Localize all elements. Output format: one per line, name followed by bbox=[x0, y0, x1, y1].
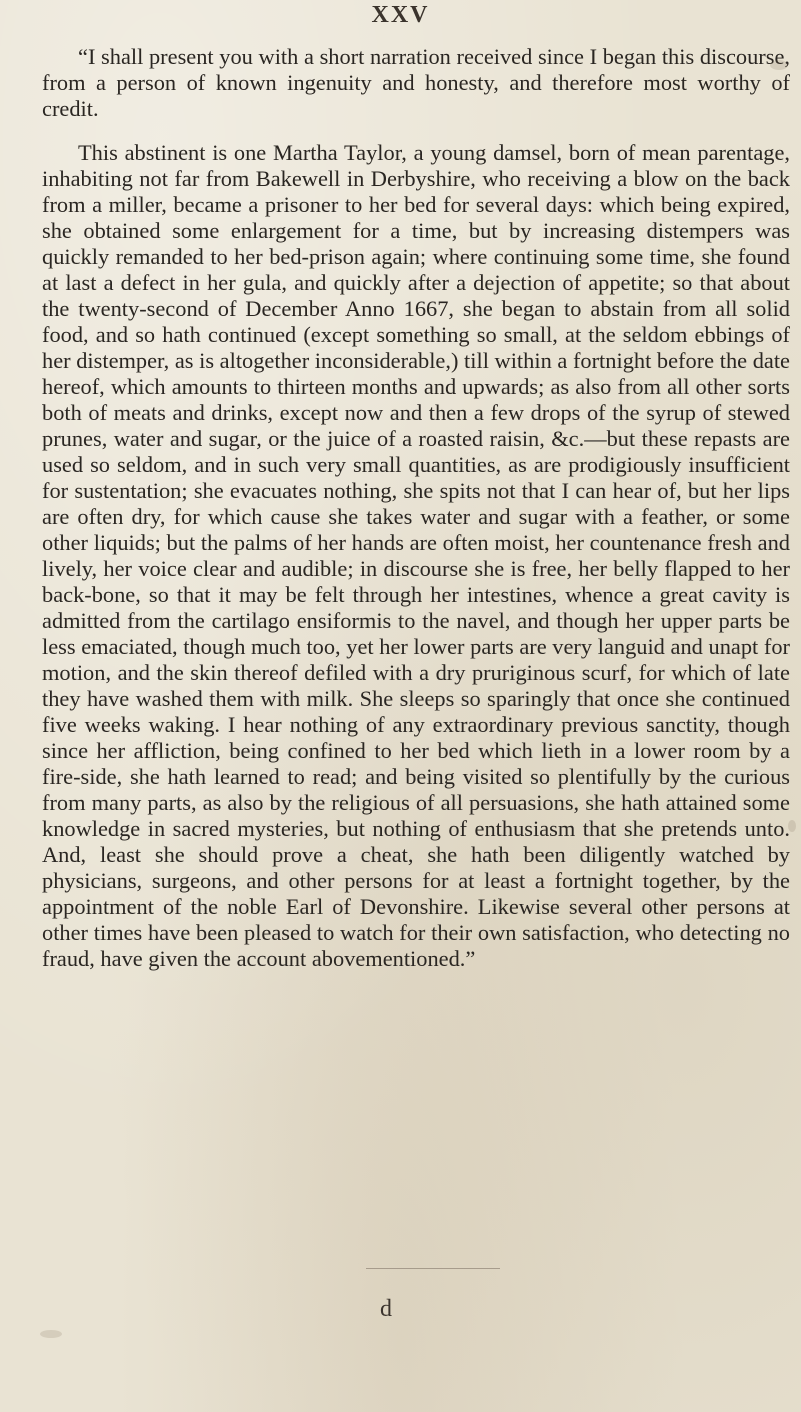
signature-mark: d bbox=[380, 1296, 392, 1322]
divider-rule bbox=[366, 1268, 500, 1269]
paper-stain bbox=[788, 820, 796, 832]
paragraph-intro: “I shall present you with a short narration received since I began this discourse, from a person of known ingenuity and honesty, and therefore most worthy of credit. bbox=[42, 44, 790, 121]
paper-stain bbox=[40, 1330, 62, 1338]
paragraph-narration: This abstinent is one Martha Taylor, a young damsel, born of mean parentage, inhabiting not far from Bakewell in Derbyshire, who receiving a blow on the back from a miller, became a prisoner to her bed for several days: which being expired, she obtained some enlargement for a time, but by increasing distempers was quickly remanded to her bed-prison again; where continuing some time, she found at last a defect in her gula, and quickly after a dejection of appetite; so that about the twenty-second of December Anno 1667, she began to abstain from all solid food, and so hath continued (except something so small, at the seldom ebbings of her distemper, as is altogether inconsiderable,) till within a fortnight before the date hereof, which amounts to thirteen months and upwards; as also from all other sorts both of meats and drinks, except now and then a few drops of the syrup of stewed prunes, water and sugar, or the juice of a roasted raisin, &c.—but these repasts are used so seldom, and in such very small quantities, as are prodigiously insufficient for sustentation; she evacuates nothing, she spits not that I can hear of, but her lips are often dry, for which cause she takes water and sugar with a feather, or some other liquids; but the palms of her hands are often moist, her countenance fresh and lively, her voice clear and audible; in discourse she is free, her belly flapped to her back-bone, so that it may be felt through her intestines, whence a great cavity is admitted from the cartilago ensiformis to the navel, and though her upper parts be less emaciated, though much too, yet her lower parts are very languid and unapt for motion, and the skin thereof defiled with a dry pruriginous scurf, for which of late they have washed them with milk. She sleeps so sparingly that once she continued five weeks waking. I hear nothing of any extraordinary previous sanctity, though since her affliction, being confined to her bed which lieth in a lower room by a fire-side, she hath learned to read; and being visited so plentifully by the curious from many parts, as also by the religious of all persuasions, she hath attained some knowledge in sacred mysteries, but nothing of enthusiasm that she pretends unto. And, least she should prove a cheat, she hath been diligently watched by physicians, surgeons, and other persons for at least a fortnight together, by the appointment of the noble Earl of Devonshire. Likewise several other persons at other times have been pleased to watch for their own satisfaction, who detecting no fraud, have given the account abovementioned.” bbox=[42, 140, 790, 971]
page-number: XXV bbox=[371, 2, 430, 28]
paper-stain bbox=[770, 60, 788, 70]
